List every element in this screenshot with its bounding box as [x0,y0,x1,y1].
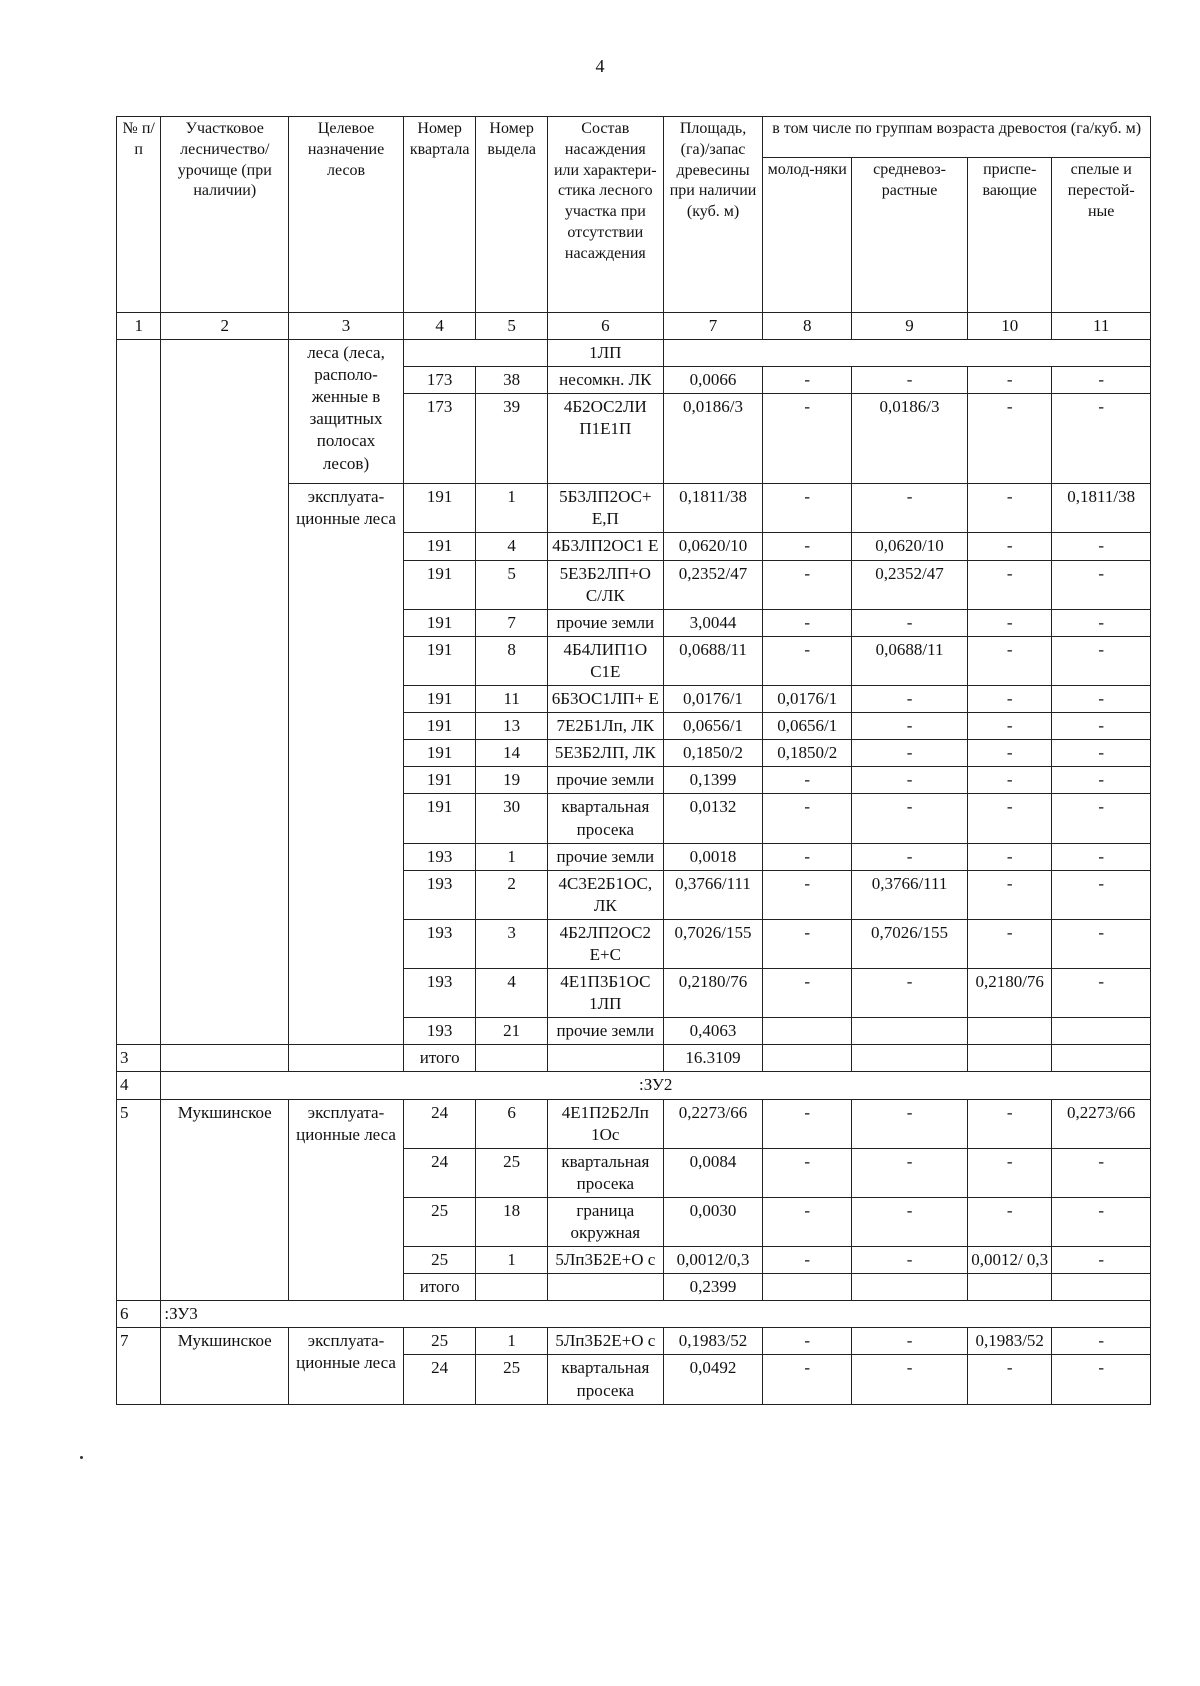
middle-aged-cell: 0,0688/11 [852,636,968,685]
maturing-cell: - [967,636,1051,685]
mature-cell: - [1052,870,1151,919]
middle-aged-cell: 0,2352/47 [852,560,968,609]
quarter-cell: 193 [403,1018,476,1045]
allotment-cell: 13 [476,713,547,740]
allotment-cell: 21 [476,1018,547,1045]
total-label: итого [403,1274,476,1301]
allotment-cell: 6 [476,1099,547,1148]
middle-aged-cell: - [852,609,968,636]
allotment-cell: 25 [476,1355,547,1404]
maturing-cell: - [967,919,1051,968]
forestry-cell [161,340,289,1045]
allotment-cell: 8 [476,636,547,685]
middle-aged-cell: - [852,794,968,843]
young-cell: - [763,843,852,870]
maturing-cell: - [967,713,1051,740]
middle-aged-cell: - [852,713,968,740]
mature-cell: - [1052,969,1151,1018]
allotment-cell: 39 [476,394,547,484]
middle-aged-cell: 0,0620/10 [852,533,968,560]
column-number: 7 [663,313,763,340]
quarter-cell: 25 [403,1328,476,1355]
row-number-cell [117,340,161,1045]
col-composition-header: Состав насаждения или характери-стика лесного участка при отсутствии насаждения [547,117,663,313]
col-quarter-header: Номер квартала [403,117,476,313]
young-cell: - [763,1355,852,1404]
column-numbers-row [117,313,1151,340]
area-cell: 0,1983/52 [663,1328,763,1355]
maturing-cell: - [967,1197,1051,1246]
young-cell: - [763,1197,852,1246]
composition-cell: 5Е3Б2ЛП+О С/ЛК [547,560,663,609]
allotment-cell: 3 [476,919,547,968]
section-heading: :ЗУ2 [161,1072,1151,1099]
young-cell: - [763,1099,852,1148]
area-cell: 0,0018 [663,843,763,870]
area-cell: 0,0656/1 [663,713,763,740]
mature-cell: - [1052,560,1151,609]
composition-cell: прочие земли [547,609,663,636]
young-cell: - [763,1148,852,1197]
quarter-cell: 191 [403,533,476,560]
area-cell: 0,1850/2 [663,740,763,767]
area-cell: 0,1811/38 [663,484,763,533]
column-number: 2 [161,313,289,340]
mature-cell: - [1052,609,1151,636]
composition-cell: 6Б3ОС1ЛП+ Е [547,686,663,713]
column-number: 8 [763,313,852,340]
maturing-cell: - [967,870,1051,919]
maturing-cell: - [967,1148,1051,1197]
young-cell: - [763,767,852,794]
mature-cell: - [1052,919,1151,968]
composition-cell: 4Е1П3Б1ОС 1ЛП [547,969,663,1018]
maturing-cell: - [967,686,1051,713]
maturing-cell: - [967,843,1051,870]
young-cell: - [763,870,852,919]
total-row [117,1045,1151,1072]
area-cell: 0,0012/0,3 [663,1247,763,1274]
quarter-cell: 24 [403,1099,476,1148]
maturing-cell: - [967,394,1051,484]
row-number-cell: 4 [117,1072,161,1099]
allotment-cell: 4 [476,969,547,1018]
allotment-cell: 5 [476,560,547,609]
area-cell: 0,4063 [663,1018,763,1045]
area-cell: 0,3766/111 [663,870,763,919]
composition-cell: 1ЛП [547,340,663,367]
young-cell: 0,1850/2 [763,740,852,767]
young-cell: - [763,636,852,685]
mature-cell [1052,1018,1151,1045]
middle-aged-cell: - [852,1148,968,1197]
allotment-cell: 2 [476,870,547,919]
composition-cell: граница окружная [547,1197,663,1246]
allotment-cell: 11 [476,686,547,713]
young-cell: - [763,969,852,1018]
middle-aged-cell: - [852,740,968,767]
young-cell [763,1018,852,1045]
total-label: итого [403,1045,476,1072]
middle-aged-cell: - [852,969,968,1018]
composition-cell: 5Лп3Б2Е+О с [547,1328,663,1355]
quarter-cell: 25 [403,1197,476,1246]
mature-cell: - [1052,1197,1151,1246]
middle-aged-cell [852,1018,968,1045]
maturing-cell: - [967,794,1051,843]
purpose-cell: леса (леса, располо-женные в защитных полосах лесов) [289,340,404,484]
purpose-cell: эксплуата-ционные леса [289,1328,404,1404]
middle-aged-cell: - [852,843,968,870]
area-cell: 0,0030 [663,1197,763,1246]
area-cell: 0,2180/76 [663,969,763,1018]
allotment-cell [476,1045,547,1072]
mature-cell: - [1052,636,1151,685]
young-cell: 0,0176/1 [763,686,852,713]
maturing-cell: 0,0012/ 0,3 [967,1247,1051,1274]
area-cell: 0,2352/47 [663,560,763,609]
column-number: 6 [547,313,663,340]
quarter-cell: 173 [403,367,476,394]
composition-cell [547,1274,663,1301]
mature-cell: - [1052,367,1151,394]
area-cell: 0,0620/10 [663,533,763,560]
allotment-cell: 25 [476,1148,547,1197]
column-number: 1 [117,313,161,340]
age-groups-header: в том числе по группам возраста древостоя (га/куб. м) [763,117,1151,158]
middle-aged-cell: - [852,484,968,533]
forestry-cell [161,1045,289,1072]
middle-aged-cell: - [852,686,968,713]
maturing-cell: - [967,367,1051,394]
column-number: 9 [852,313,968,340]
mature-cell: - [1052,533,1151,560]
col-forestry-header: Участковое лесничество/ урочище (при наличии) [161,117,289,313]
area-cell: 0,0066 [663,367,763,394]
section-heading-row [117,1301,1151,1328]
column-number: 10 [967,313,1051,340]
maturing-cell: 0,2180/76 [967,969,1051,1018]
forestry-cell: Мукшинское [161,1099,289,1301]
composition-cell: несомкн. ЛК [547,367,663,394]
young-cell: - [763,794,852,843]
area-cell: 0,0176/1 [663,686,763,713]
mature-cell: - [1052,740,1151,767]
column-number: 4 [403,313,476,340]
composition-cell: 4Б4ЛИП1О С1Е [547,636,663,685]
allotment-cell: 14 [476,740,547,767]
middle-aged-cell: - [852,1197,968,1246]
maturing-cell: - [967,560,1051,609]
middle-aged-cell: - [852,1099,968,1148]
quarter-cell [403,340,476,367]
quarter-cell: 191 [403,686,476,713]
quarter-cell: 24 [403,1148,476,1197]
area-cell: 0,0186/3 [663,394,763,484]
total-area: 0,2399 [663,1274,763,1301]
young-cell: - [763,484,852,533]
maturing-cell: - [967,533,1051,560]
maturing-cell: - [967,1355,1051,1404]
mature-cell: - [1052,1148,1151,1197]
row-number-cell: 5 [117,1099,161,1301]
composition-cell: прочие земли [547,843,663,870]
area-cell: 0,0688/11 [663,636,763,685]
purpose-cell [289,1045,404,1072]
allotment-cell: 19 [476,767,547,794]
section-heading-row [117,1072,1151,1099]
maturing-cell: - [967,609,1051,636]
column-number: 11 [1052,313,1151,340]
middle-aged-cell: - [852,367,968,394]
young-cell: - [763,919,852,968]
middle-aged-cell: 0,3766/111 [852,870,968,919]
composition-cell [547,1045,663,1072]
composition-cell: 4Б2ЛП2ОС2 Е+С [547,919,663,968]
young-cell: - [763,1328,852,1355]
row-number-cell: 3 [117,1045,161,1072]
young-cell: - [763,1247,852,1274]
mature-cell: - [1052,1247,1151,1274]
area-cell: 0,2273/66 [663,1099,763,1148]
col-allotment-header: Номер выдела [476,117,547,313]
mature-cell: - [1052,1355,1151,1404]
allotment-cell: 30 [476,794,547,843]
quarter-cell: 191 [403,713,476,740]
col-area-header: Площадь, (га)/запас древесины при наличии (куб. м) [663,117,763,313]
young-cell: - [763,394,852,484]
col-purpose-header: Целевое назначение лесов [289,117,404,313]
area-cell: 0,0492 [663,1355,763,1404]
row-number-cell: 7 [117,1328,161,1404]
forest-plots-table [116,116,1151,1405]
allotment-cell: 18 [476,1197,547,1246]
quarter-cell: 24 [403,1355,476,1404]
composition-cell: прочие земли [547,767,663,794]
mature-cell: 0,1811/38 [1052,484,1151,533]
col-num-header: № п/п [117,117,161,313]
maturing-cell: 0,1983/52 [967,1328,1051,1355]
quarter-cell: 191 [403,484,476,533]
quarter-cell: 191 [403,636,476,685]
allotment-cell: 7 [476,609,547,636]
maturing-cell: - [967,484,1051,533]
page-number: 4 [595,56,605,76]
quarter-cell: 191 [403,794,476,843]
column-number: 3 [289,313,404,340]
area-cell: 0,0132 [663,794,763,843]
table-header [117,117,1151,340]
middle-aged-cell: 0,0186/3 [852,394,968,484]
mature-cell: 0,2273/66 [1052,1099,1151,1148]
maturing-cell: - [967,740,1051,767]
composition-cell: 5Б3ЛП2ОС+ Е,П [547,484,663,533]
quarter-cell: 193 [403,919,476,968]
quarter-cell: 193 [403,843,476,870]
section-heading: :ЗУ3 [161,1301,289,1328]
maturing-cell: - [967,1099,1051,1148]
middle-aged-cell: - [852,767,968,794]
table-row [117,1099,1151,1148]
quarter-cell: 191 [403,740,476,767]
table-body [117,340,1151,1405]
composition-cell: 5Лп3Б2Е+О с [547,1247,663,1274]
maturing-cell [967,1018,1051,1045]
total-area: 16.3109 [663,1045,763,1072]
quarter-cell: 193 [403,969,476,1018]
allotment-cell: 4 [476,533,547,560]
maturing-cell: - [967,767,1051,794]
quarter-cell: 191 [403,560,476,609]
composition-cell: квартальная просека [547,1148,663,1197]
area-cell: 0,0084 [663,1148,763,1197]
composition-cell: 4Б3ЛП2ОС1 Е [547,533,663,560]
young-cell: - [763,533,852,560]
mature-cell: - [1052,394,1151,484]
composition-cell: квартальная просека [547,794,663,843]
allotment-cell [476,1274,547,1301]
col-middle-aged-header: средневоз-растные [852,158,968,313]
table-row [117,340,1151,367]
area-cell: 0,7026/155 [663,919,763,968]
young-cell: - [763,609,852,636]
middle-aged-cell: - [852,1247,968,1274]
mature-cell: - [1052,686,1151,713]
mature-cell: - [1052,767,1151,794]
mature-cell: - [1052,843,1151,870]
mature-cell: - [1052,1328,1151,1355]
quarter-cell: 191 [403,609,476,636]
mature-cell: - [1052,713,1151,740]
composition-cell: прочие земли [547,1018,663,1045]
forestry-cell: Мукшинское [161,1328,289,1404]
quarter-cell: 25 [403,1247,476,1274]
composition-cell: 5Е3Б2ЛП, ЛК [547,740,663,767]
quarter-cell: 173 [403,394,476,484]
allotment-cell: 1 [476,484,547,533]
composition-cell: квартальная просека [547,1355,663,1404]
allotment-cell: 1 [476,1247,547,1274]
area-cell: 3,0044 [663,609,763,636]
col-young-header: молод-няки [763,158,852,313]
composition-cell: 4Е1П2Б2Лп 1Ос [547,1099,663,1148]
col-mature-header: спелые и перестой-ные [1052,158,1151,313]
composition-cell: 4С3Е2Б1ОС, ЛК [547,870,663,919]
young-cell: - [763,560,852,609]
allotment-cell: 38 [476,367,547,394]
quarter-cell: 193 [403,870,476,919]
mature-cell: - [1052,794,1151,843]
allotment-cell: 1 [476,1328,547,1355]
composition-cell: 4Б2ОС2ЛИ П1Е1П [547,394,663,484]
purpose-cell: эксплуата-ционные леса [289,1099,404,1301]
scan-speck [80,1456,83,1459]
middle-aged-cell: - [852,1328,968,1355]
purpose-cell: эксплуата-ционные леса [289,484,404,1045]
col-maturing-header: приспе-вающие [967,158,1051,313]
allotment-cell: 1 [476,843,547,870]
column-number: 5 [476,313,547,340]
quarter-cell: 191 [403,767,476,794]
table-row [117,1328,1151,1355]
row-number-cell: 6 [117,1301,161,1328]
young-cell: - [763,367,852,394]
composition-cell: 7Е2Б1Лп, ЛК [547,713,663,740]
allotment-cell [476,340,547,367]
area-cell: 0,1399 [663,767,763,794]
young-cell: 0,0656/1 [763,713,852,740]
middle-aged-cell: 0,7026/155 [852,919,968,968]
middle-aged-cell: - [852,1355,968,1404]
